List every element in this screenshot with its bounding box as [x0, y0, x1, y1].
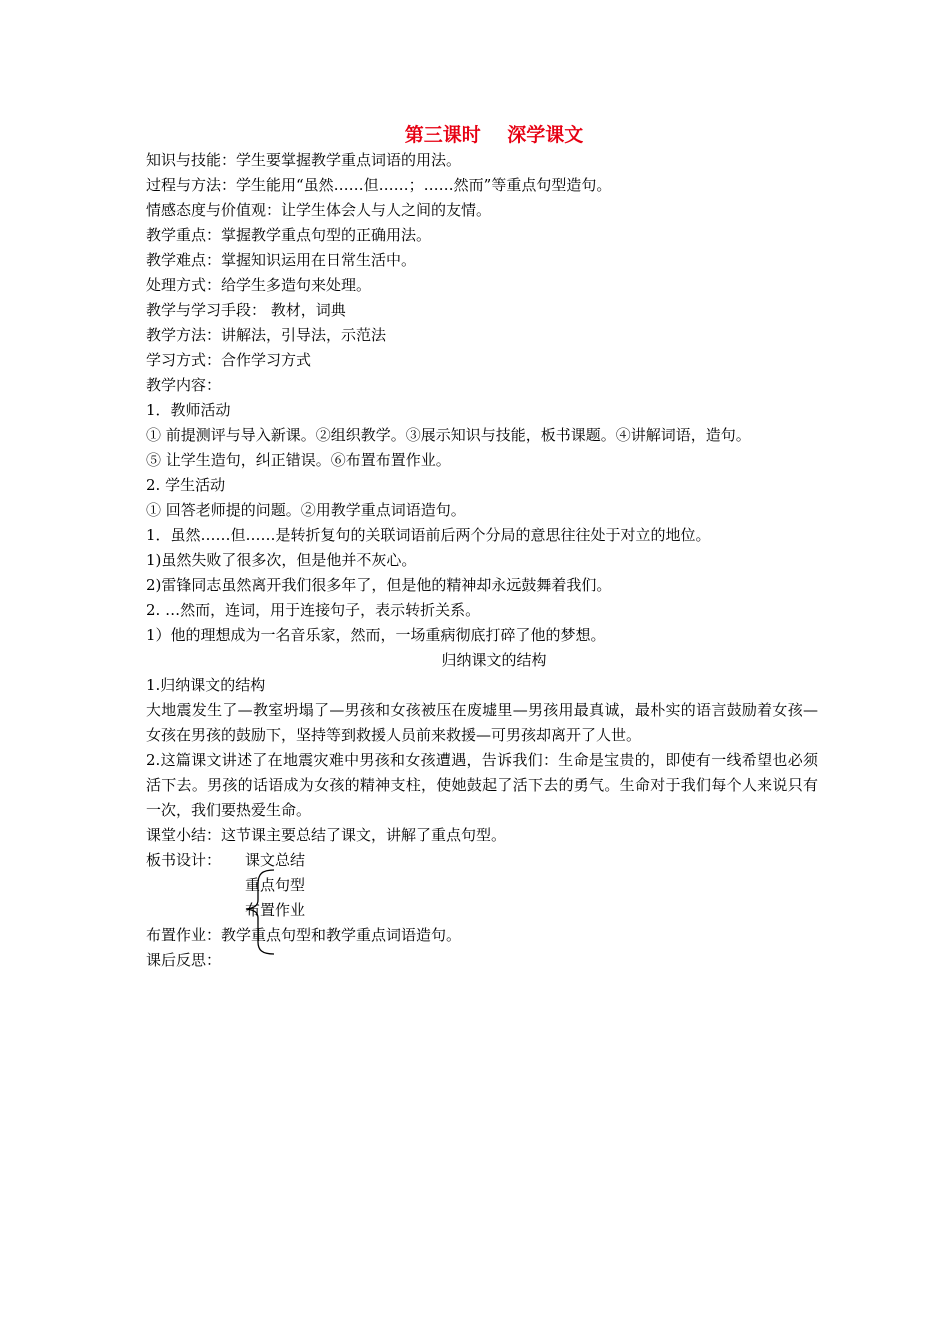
student-activity-line: ① 回答老师提的问题。②用教学重点词语造句。 — [146, 501, 466, 519]
pattern-1-explanation: 1．虽然……但……是转折复句的关联词语前后两个分局的意思往往处于对立的地位。 — [146, 526, 711, 544]
board-item-summary: 课文总结 — [245, 851, 306, 869]
class-summary-line: 课堂小结：这节课主要总结了课文，讲解了重点句型。 — [146, 826, 507, 844]
pattern-2-explanation: 2. …然而，连词，用于连接句子，表示转折关系。 — [146, 601, 481, 619]
process-method-line: 过程与方法：学生能用“虽然……但……；……然而”等重点句型造句。 — [146, 176, 612, 194]
lesson-title: 第三课时 深学课文 — [404, 124, 584, 146]
learning-mode-line: 学习方式：合作学习方式 — [146, 351, 312, 369]
emotion-values-line: 情感态度与价值观：让学生体会人与人之间的友情。 — [146, 201, 492, 219]
homework-line: 布置作业：教学重点句型和教学重点词语造句。 — [146, 926, 462, 944]
pattern-1-example-1: 1)虽然失败了很多次，但是他并不灰心。 — [146, 551, 417, 569]
teacher-activity-heading: 1．教师活动 — [146, 401, 231, 419]
content-heading-line: 教学内容： — [146, 376, 222, 394]
reflection-line: 课后反思： — [146, 951, 222, 969]
theme-paragraph: 2.这篇课文讲述了在地震灾难中男孩和女孩遭遇，告诉我们：生命是宝贵的，即使有一线希望也必须活下去。男孩的话语成为女孩的精神支柱，使她鼓起了活下去的勇气。生命对于我们每个人来说只有一次，我们要热爱生命。 — [146, 751, 818, 819]
student-activity-heading: 2. 学生活动 — [146, 476, 226, 494]
teaching-means-line: 教学与学习手段： 教材，词典 — [146, 301, 346, 319]
difficulty-line: 教学难点：掌握知识运用在日常生活中。 — [146, 251, 417, 269]
document-page — [146, 122, 818, 973]
curly-brace-icon — [240, 866, 280, 958]
pattern-2-example-1: 1）他的理想成为一名音乐家，然而，一场重病彻底打碎了他的梦想。 — [146, 626, 606, 644]
knowledge-skills-line: 知识与技能：学生要掌握教学重点词语的用法。 — [146, 151, 462, 169]
section-heading: 归纳课文的结构 — [441, 651, 547, 669]
structure-paragraph: 大地震发生了—教室坍塌了—男孩和女孩被压在废墟里—男孩用最真诚，最朴实的语言鼓励着女孩—女孩在男孩的鼓励下，坚持等到救援人员前来救援—可男孩却离开了人世。 — [146, 701, 818, 744]
board-item-patterns: 重点句型 — [245, 876, 306, 894]
pattern-1-example-2: 2)雷锋同志虽然离开我们很多年了，但是他的精神却永远鼓舞着我们。 — [146, 576, 612, 594]
teacher-activity-line-1: ① 前提测评与导入新课。②组织教学。③展示知识与技能，板书课题。④讲解词语，造句。 — [146, 426, 751, 444]
teaching-method-line: 教学方法：讲解法，引导法，示范法 — [146, 326, 387, 344]
board-design-label: 板书设计： — [146, 851, 222, 869]
board-item-homework: 布置作业 — [245, 901, 306, 919]
key-point-line: 教学重点：掌握教学重点句型的正确用法。 — [146, 226, 432, 244]
handling-line: 处理方式：给学生多造句来处理。 — [146, 276, 372, 294]
teacher-activity-line-2: ⑤ 让学生造句，纠正错误。⑥布置布置作业。 — [146, 451, 451, 469]
structure-label: 1.归纳课文的结构 — [146, 676, 266, 694]
